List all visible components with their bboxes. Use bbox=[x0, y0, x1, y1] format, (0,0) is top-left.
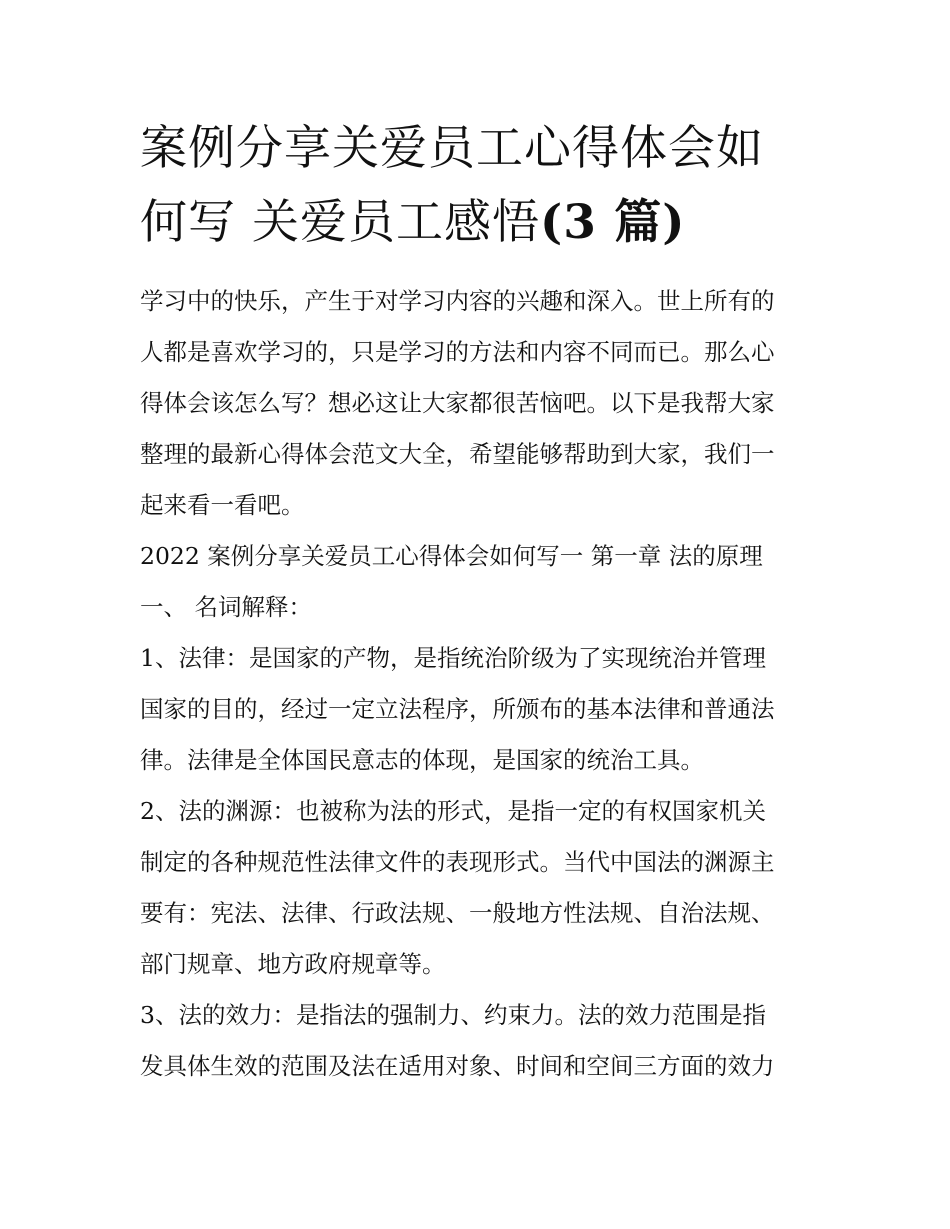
title-line-2 bbox=[140, 186, 820, 260]
body-line: 国家的目的，经过一定立法程序，所颁布的基本法律和普通法 bbox=[140, 695, 775, 723]
body-line: 2、法的渊源：也被称为法的形式，是指一定的有权国家机关 bbox=[140, 797, 766, 825]
document-title bbox=[140, 112, 820, 260]
title-line-2-text: 何写 关爱员工感悟 bbox=[140, 195, 540, 250]
document-body bbox=[140, 276, 820, 1092]
body-line: 整理的最新心得体会范文大全，希望能够帮助到大家，我们一 bbox=[140, 440, 775, 468]
subsection-heading: 一、 名词解释： bbox=[140, 593, 312, 621]
body-line: 制定的各种规范性法律文件的表现形式。当代中国法的渊源主 bbox=[140, 848, 775, 876]
title-line-1 bbox=[140, 112, 820, 186]
body-line: 学习中的快乐，产生于对学习内容的兴趣和深入。世上所有的 bbox=[140, 287, 775, 315]
body-line: 要有：宪法、法律、行政法规、一般地方性法规、自治法规、 bbox=[140, 899, 775, 927]
body-line: 部门规章、地方政府规章等。 bbox=[140, 950, 446, 978]
title-line-1-text: 案例分享关爱员工心得体会如 bbox=[140, 121, 764, 176]
body-line: 起来看一看吧。 bbox=[140, 491, 305, 519]
title-count: (3 篇) bbox=[539, 195, 686, 250]
body-line: 1、法律：是国家的产物，是指统治阶级为了实现统治并管理 bbox=[140, 644, 766, 672]
body-line: 得体会该怎么写？想必这让大家都很苦恼吧。以下是我帮大家 bbox=[140, 389, 775, 417]
body-line: 人都是喜欢学习的，只是学习的方法和内容不同而已。那么心 bbox=[140, 338, 775, 366]
body-line: 律。法律是全体国民意志的体现，是国家的统治工具。 bbox=[140, 746, 704, 774]
body-line: 3、法的效力：是指法的强制力、约束力。法的效力范围是指 bbox=[140, 1001, 766, 1029]
section-heading: 2022 案例分享关爱员工心得体会如何写一 第一章 法的原理 bbox=[140, 542, 763, 570]
body-line: 发具体生效的范围及法在适用对象、时间和空间三方面的效力 bbox=[140, 1052, 775, 1080]
